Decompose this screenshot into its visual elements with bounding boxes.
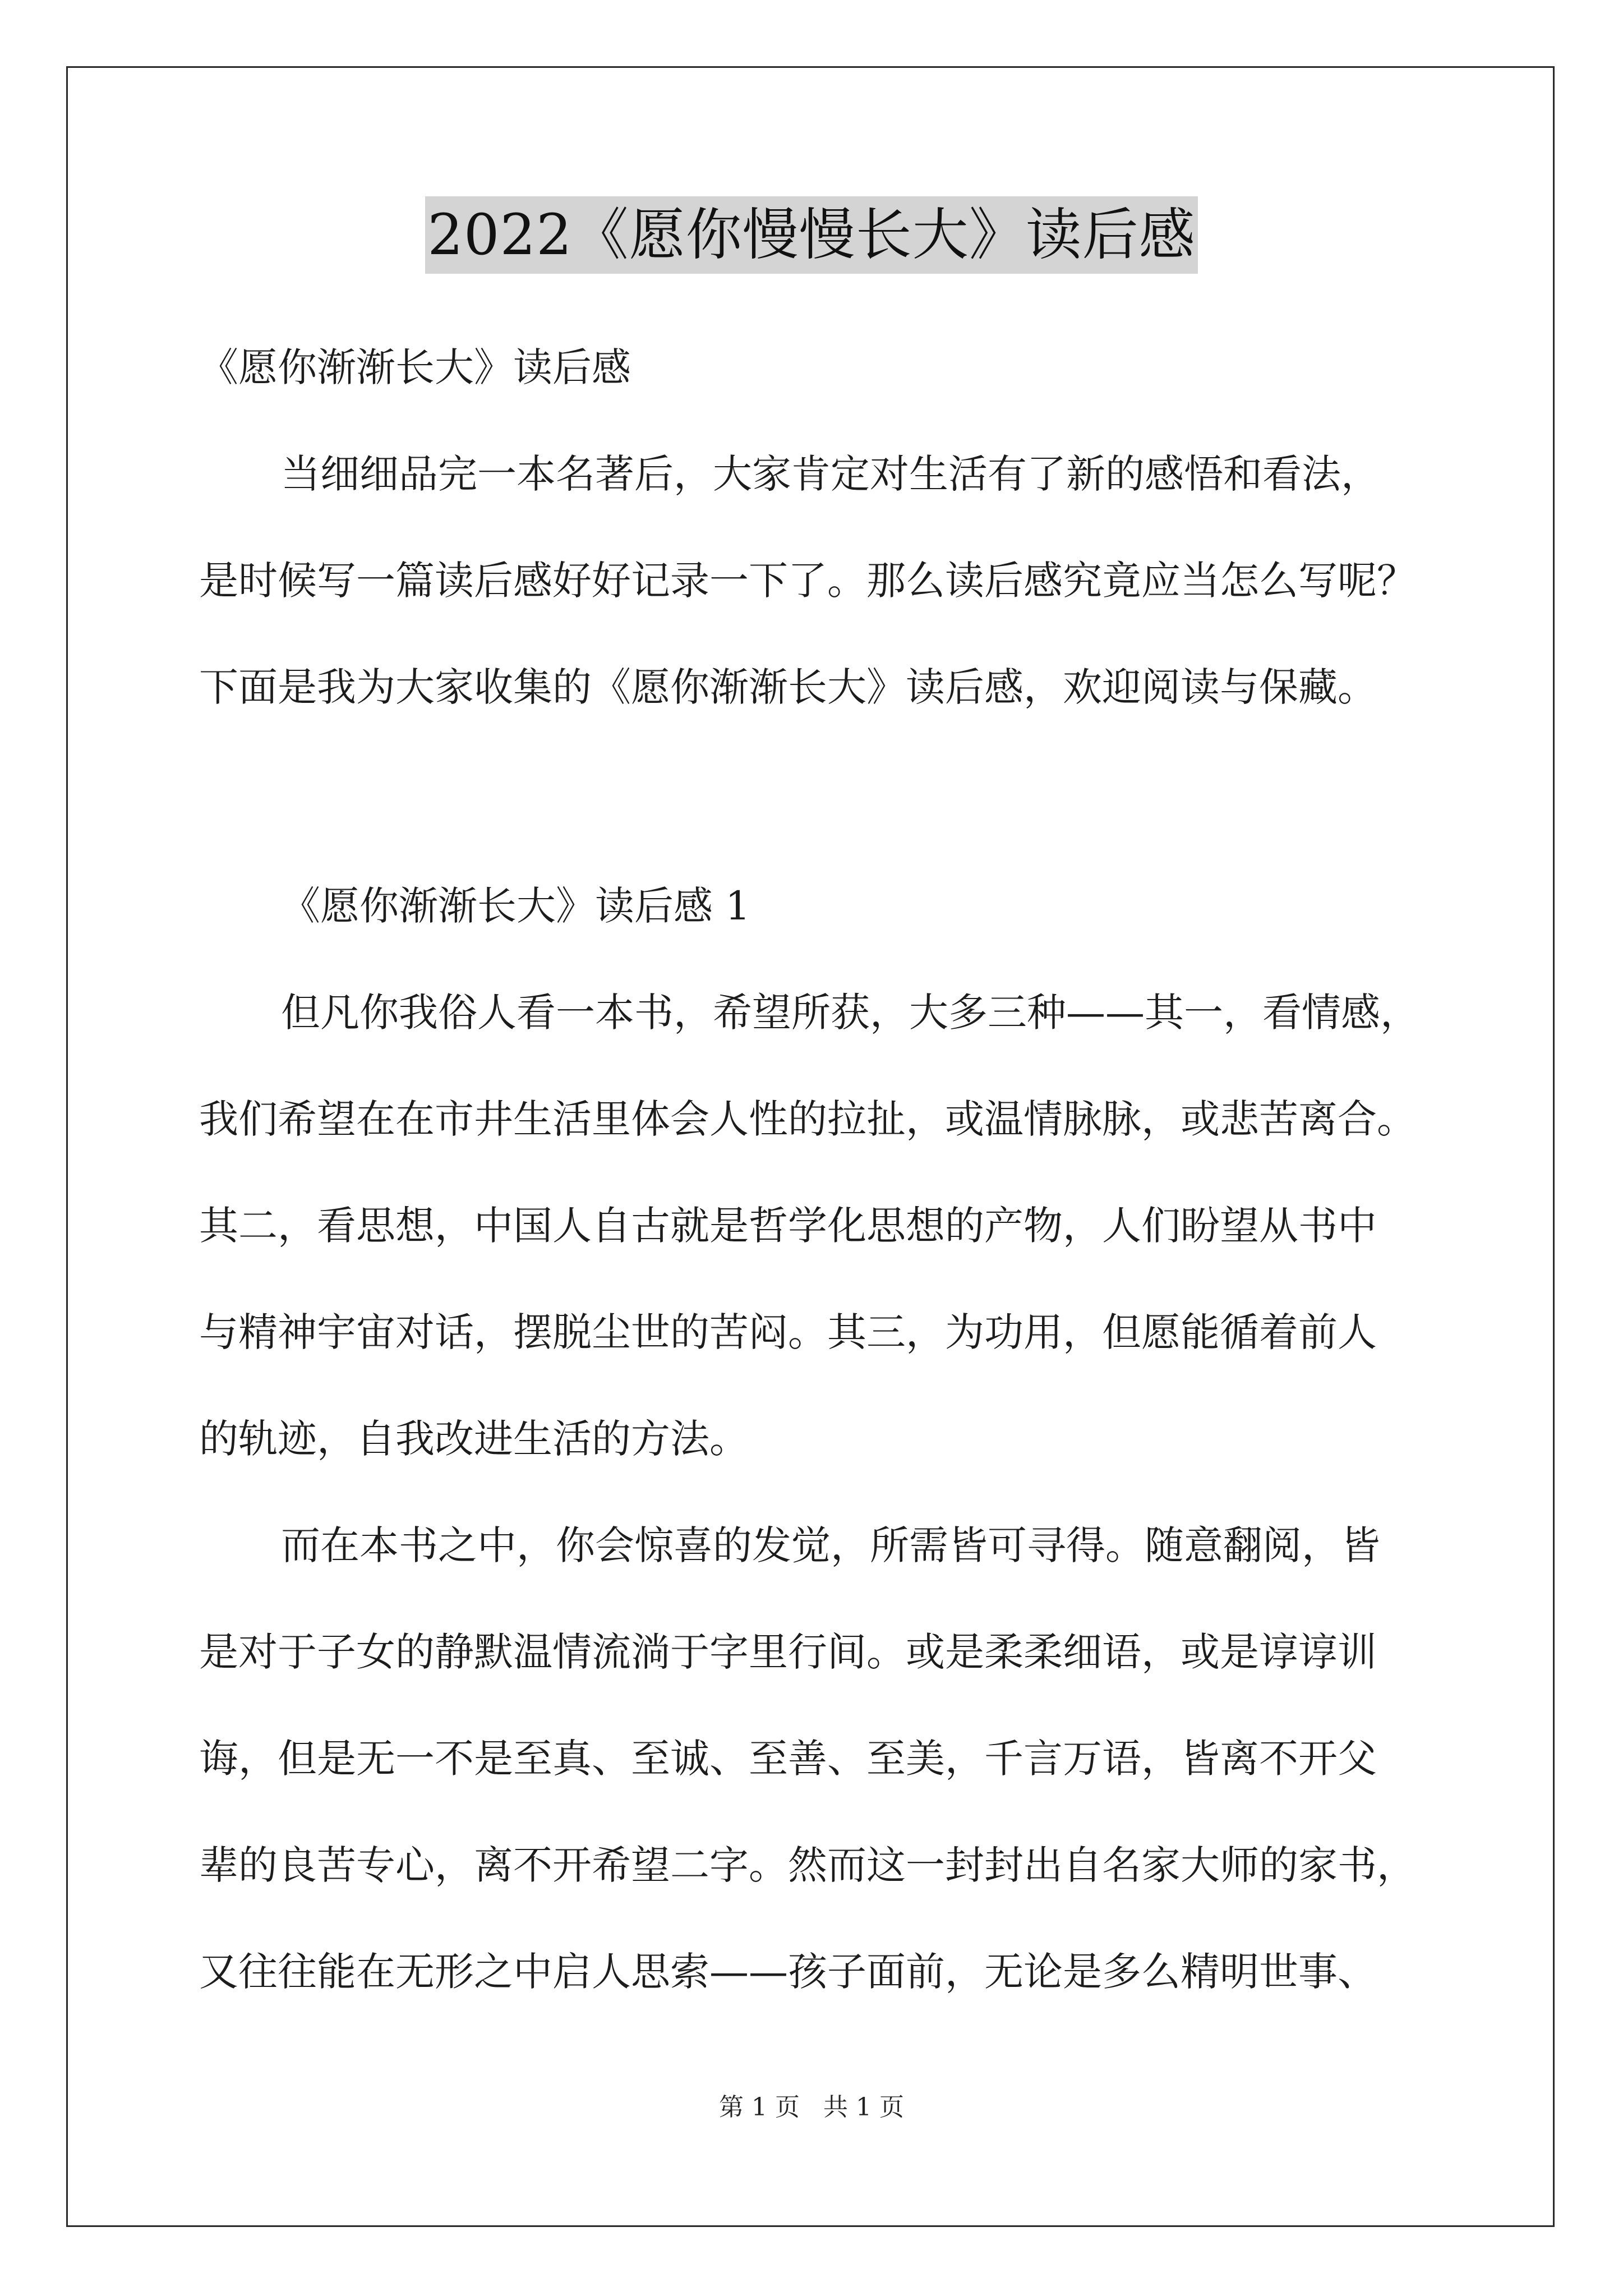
- subtitle-block: [199, 314, 1422, 421]
- title-container: [0, 196, 1623, 274]
- body-line: 诲，但是无一不是至真、至诚、至善、至美，千言万语，皆离不开父: [199, 1736, 1377, 1782]
- body-line: 而在本书之中，你会惊喜的发觉，所需皆可寻得。随意翻阅，皆: [281, 1522, 1380, 1568]
- document-subtitle: 《愿你渐渐长大》读后感: [199, 344, 631, 390]
- paragraph-line: 是时候写一篇读后感好好记录一下了。那么读后感究竟应当怎么写呢？: [199, 558, 1416, 604]
- page-footer: [0, 2087, 1623, 2123]
- body-line: 与精神宇宙对话，摆脱尘世的苦闷。其三，为功用，但愿能循着前人: [199, 1309, 1377, 1355]
- body-line: 是对于子女的静默温情流淌于字里行间。或是柔柔细语，或是谆谆训: [199, 1629, 1377, 1675]
- body-line: 但凡你我俗人看一本书，希望所获，大多三种——其一，看情感，: [281, 990, 1419, 1036]
- body-line: 其二，看思想，中国人自古就是哲学化思想的产物，人们盼望从书中: [199, 1203, 1377, 1249]
- page-number-current: 第 1 页: [719, 2093, 800, 2122]
- page-number-total: 共 1 页: [823, 2093, 904, 2122]
- section-heading-block: [199, 853, 1422, 959]
- body-text: [199, 959, 1422, 2025]
- body-line: 我们希望在在市井生活里体会人性的拉扯，或温情脉脉，或悲苦离合。: [199, 1096, 1416, 1142]
- intro-paragraph: [199, 421, 1422, 740]
- section-heading: 《愿你渐渐长大》读后感 1: [281, 883, 750, 929]
- body-line: 辈的良苦专心，离不开希望二字。然而这一封封出自名家大师的家书，: [199, 1842, 1416, 1888]
- body-line: 又往往能在无形之中启人思索——孩子面前，无论是多么精明世事、: [199, 1949, 1377, 1995]
- paragraph-line: 当细细品完一本名著后，大家肯定对生活有了新的感悟和看法，: [281, 451, 1380, 497]
- body-line: 的轨迹，自我改进生活的方法。: [199, 1416, 749, 1462]
- paragraph-line: 下面是我为大家收集的《愿你渐渐长大》读后感，欢迎阅读与保藏。: [199, 664, 1377, 710]
- document-title: 2022《愿你慢慢长大》读后感: [425, 196, 1198, 274]
